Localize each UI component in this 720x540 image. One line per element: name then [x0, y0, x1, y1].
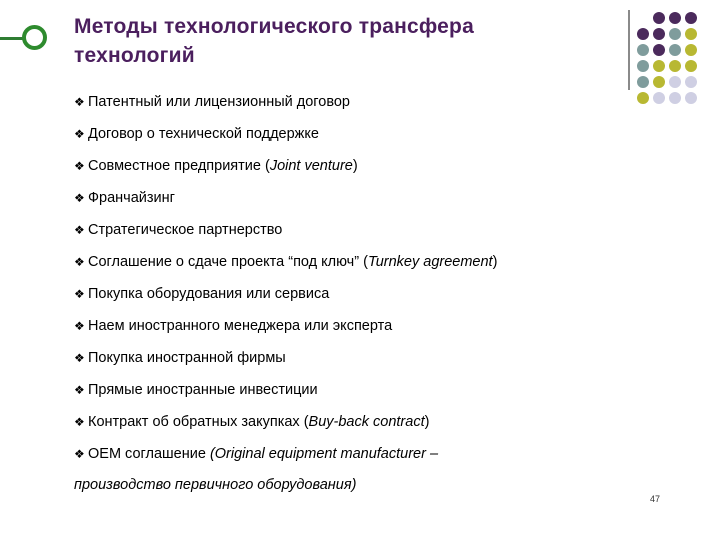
list-item	[74, 252, 497, 272]
decorative-dot	[653, 92, 665, 104]
list-item-suffix: )	[352, 158, 358, 174]
list-item	[74, 316, 392, 336]
list-item-text: Наем иностранного менеджера или эксперта	[88, 318, 393, 334]
list-item-text: Франчайзинг	[88, 190, 175, 206]
decorative-dot	[685, 12, 697, 24]
list-item	[74, 284, 329, 304]
decorative-dot	[653, 44, 665, 56]
list-item-text: Покупка оборудования или сервиса	[88, 286, 330, 302]
decorative-dot	[685, 76, 697, 88]
list-item-text: Покупка иностранной фирмы	[88, 350, 286, 366]
title-accent-circle	[22, 25, 47, 50]
title-line-2: технологий	[74, 44, 195, 67]
diamond-bullet-icon: ❖	[74, 95, 85, 109]
list-item	[74, 348, 286, 368]
list-item-italic-term: Joint venture	[269, 158, 353, 174]
decorative-dot	[669, 12, 681, 24]
list-item	[74, 124, 319, 144]
decorative-vertical-rule	[628, 10, 630, 90]
decorative-dot	[637, 60, 649, 72]
diamond-bullet-icon: ❖	[74, 223, 85, 237]
list-item-italic-term: (Original equipment manufacturer –	[209, 446, 439, 462]
list-item	[74, 92, 350, 112]
list-item	[74, 156, 358, 176]
list-item-suffix: )	[424, 414, 430, 430]
list-item	[74, 412, 429, 432]
decorative-dot	[637, 44, 649, 56]
page-number: 47	[650, 494, 661, 504]
list-item-text: Договор о технической поддержке	[88, 126, 319, 142]
list-item	[74, 220, 282, 240]
diamond-bullet-icon: ❖	[74, 127, 85, 141]
diamond-bullet-icon: ❖	[74, 351, 85, 365]
list-item	[74, 188, 175, 208]
diamond-bullet-icon: ❖	[74, 287, 85, 301]
diamond-bullet-icon: ❖	[74, 383, 85, 397]
decorative-dot	[685, 60, 697, 72]
diamond-bullet-icon: ❖	[74, 191, 85, 205]
list-item-text: Соглашение о сдаче проекта “под ключ” (	[88, 254, 368, 270]
decorative-dot	[653, 60, 665, 72]
list-item-italic-term: Turnkey agreement	[367, 254, 493, 270]
list-item-text: Патентный или лицензионный договор	[88, 94, 350, 110]
diamond-bullet-icon: ❖	[74, 319, 85, 333]
list-item-text: Прямые иностранные инвестиции	[88, 382, 318, 398]
decorative-dot	[669, 60, 681, 72]
list-item-italic-term: Buy-back contract	[308, 414, 425, 430]
decorative-dot	[637, 76, 649, 88]
list-item-text: OEM соглашение	[88, 446, 210, 462]
diamond-bullet-icon: ❖	[74, 159, 85, 173]
list-item-suffix: )	[492, 254, 498, 270]
list-item	[74, 380, 318, 400]
decorative-dot	[637, 92, 649, 104]
title-line-1: Методы технологического трансфера	[74, 15, 474, 38]
list-item	[74, 444, 438, 464]
list-item-text: Совместное предприятие (	[88, 158, 270, 174]
decorative-dot	[669, 28, 681, 40]
diamond-bullet-icon: ❖	[74, 415, 85, 429]
list-item-text: Контракт об обратных закупках (	[88, 414, 309, 430]
decorative-dot	[653, 76, 665, 88]
decorative-dot	[669, 44, 681, 56]
diamond-bullet-icon: ❖	[74, 255, 85, 269]
diamond-bullet-icon: ❖	[74, 447, 85, 461]
decorative-dot	[669, 92, 681, 104]
last-item-continuation: производство первичного оборудования)	[74, 477, 357, 493]
decorative-dot	[685, 44, 697, 56]
decorative-dot	[637, 28, 649, 40]
title-accent-line	[0, 37, 24, 40]
decorative-dot	[685, 28, 697, 40]
slide-title	[74, 12, 594, 70]
decorative-dot	[653, 28, 665, 40]
list-item-text: Стратегическое партнерство	[88, 222, 283, 238]
decorative-dot	[685, 92, 697, 104]
decorative-dot	[669, 76, 681, 88]
decorative-dot	[653, 12, 665, 24]
